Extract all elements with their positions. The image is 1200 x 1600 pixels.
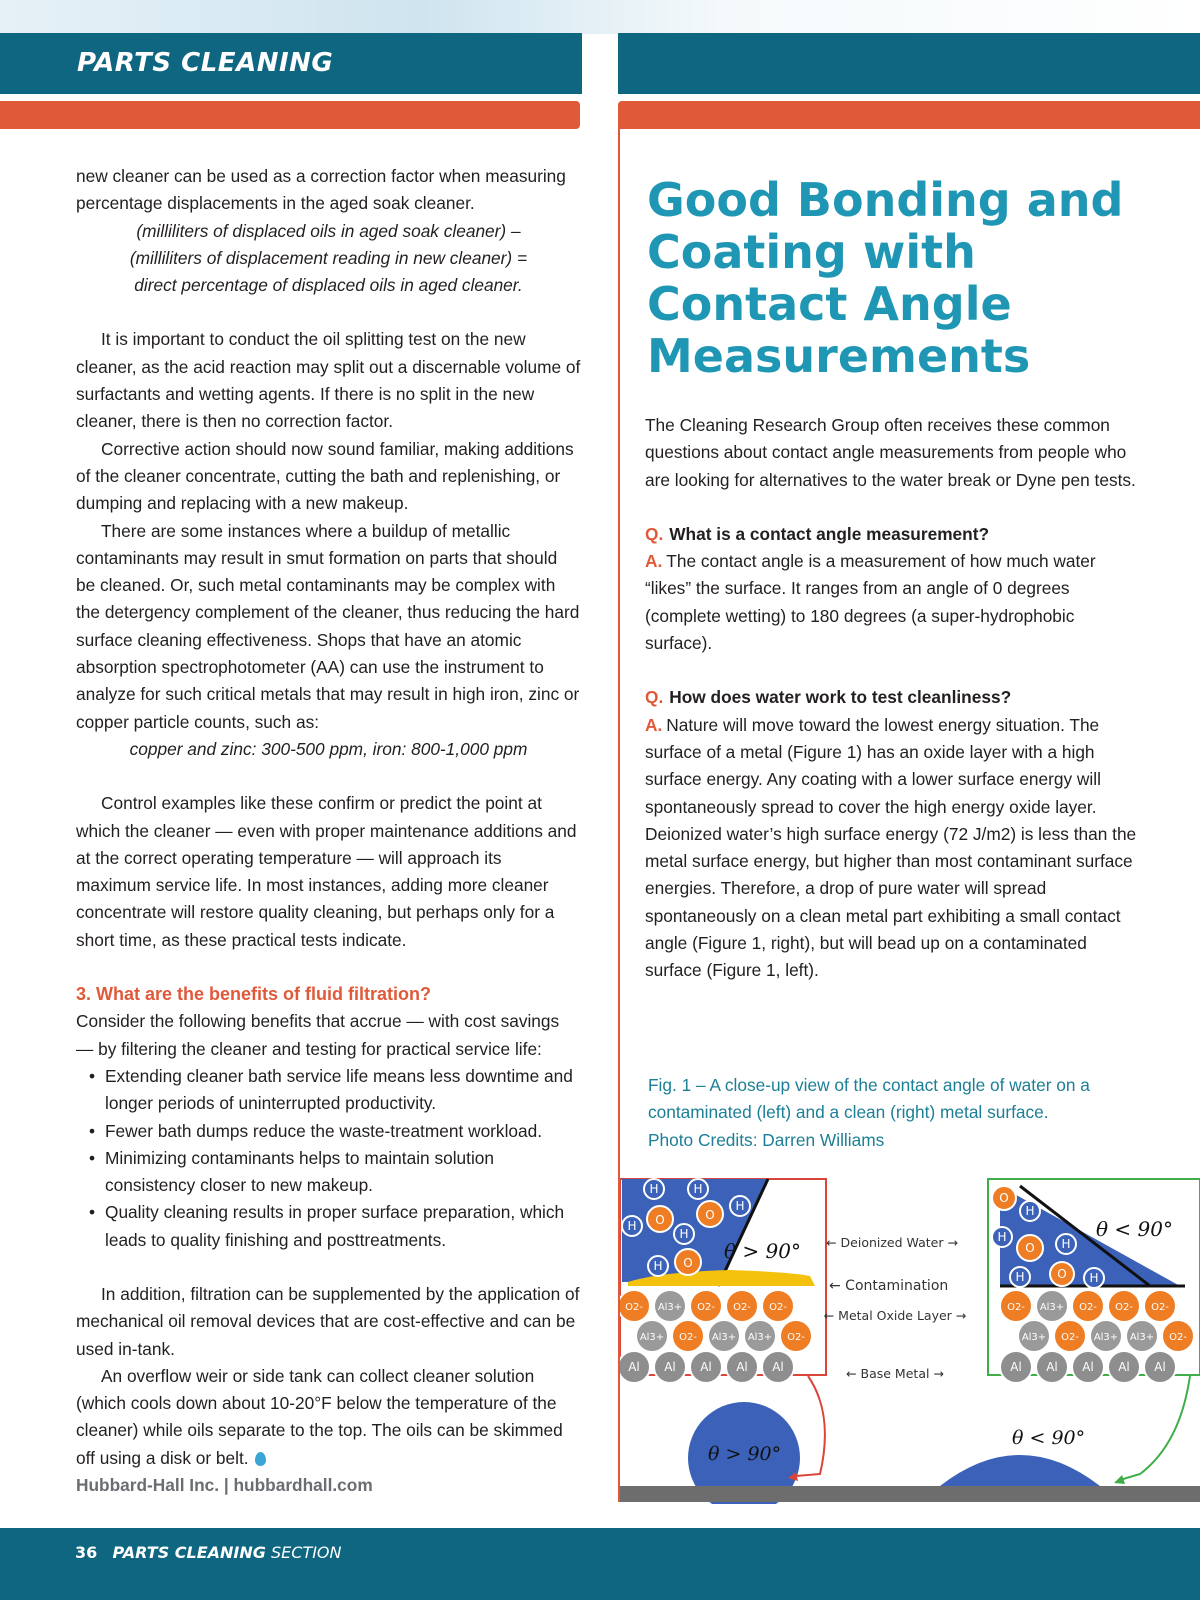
ion-label: O2- (1061, 1332, 1079, 1343)
atom-label: Al (628, 1360, 640, 1374)
spread-droplet (940, 1455, 1100, 1486)
footer-section-rest: SECTION (271, 1543, 342, 1562)
ion-label: O2- (733, 1302, 751, 1313)
contact-angle-figure (620, 1174, 1200, 1504)
angle-label-right: θ < 90° (1096, 1217, 1173, 1241)
ion-label: O2- (625, 1302, 643, 1313)
ion-label: O2- (679, 1332, 697, 1343)
atom-label: H (693, 1182, 703, 1196)
atom-label: Al (1046, 1360, 1058, 1374)
article-headline: Good Bonding and Coating with Contact Angle Measurements (647, 173, 1124, 383)
answer-label: A. (645, 551, 663, 572)
paragraph: Control examples like these confirm or predict the point at which the cleaner — even with proper maintenance additions and at the correct operating temperature — will approach its maximum service life. In most instances, adding more cleaner concentrate will restore quality cleaning, but perhaps only for a short time, as these practical tests indicate. (76, 793, 577, 950)
contaminated-panel (620, 1179, 826, 1383)
caption-line: Fig. 1 – A close-up view of the contact angle of water on a (648, 1075, 1090, 1095)
formula-line: (milliliters of displaced oils in aged soak cleaner) – (136, 220, 521, 241)
atom-label: H (679, 1227, 689, 1241)
ion-label: Al3+ (711, 1332, 737, 1343)
atom-label: O (655, 1213, 665, 1227)
answer (645, 712, 1143, 985)
ion-label: O2- (787, 1332, 805, 1343)
section-title: PARTS CLEANING (77, 48, 334, 78)
question-label: Q. (645, 687, 664, 708)
atom-label: H (1015, 1270, 1025, 1284)
paragraph: Consider the following benefits that accrue — with cost savings — by filtering the cleaner and testing for practical service life: (76, 1011, 560, 1059)
list-item: • Fewer bath dumps reduce the waste-treatment workload. (76, 1118, 581, 1145)
atom-label: Al (1082, 1360, 1094, 1374)
atom-label: H (1025, 1204, 1035, 1218)
figure-caption (648, 1072, 1188, 1154)
section-heading: 3. What are the benefits of fluid filtration? (76, 984, 432, 1005)
ion-label: O2- (1007, 1302, 1025, 1313)
atom-label: Al (1118, 1360, 1130, 1374)
atom-label: Al (1154, 1360, 1166, 1374)
atom-label: H (735, 1199, 745, 1213)
atom-label: O (705, 1208, 715, 1222)
intro-paragraph: The Cleaning Research Group often receives these common questions about contact angle measurements from people who are looking for alternatives to the water break or Dyne pen tests. (645, 415, 1136, 490)
water-drop-icon (255, 1452, 266, 1466)
paragraph: new cleaner can be used as a correction factor when measuring percentage displacements in the aged soak cleaner. (76, 166, 566, 214)
atom-label: Al (736, 1360, 748, 1374)
label-base-metal: ← Base Metal → (846, 1366, 944, 1381)
atom-label: H (627, 1219, 637, 1233)
formula-line: direct percentage of displaced oils in aged cleaner. (134, 275, 523, 296)
formula-line: (milliliters of displacement reading in new cleaner) = (129, 247, 528, 268)
atom-label: H (1061, 1237, 1071, 1251)
page-footer (0, 1528, 1200, 1600)
angle-label-left: θ > 90° (724, 1239, 801, 1263)
question-text: What is a contact angle measurement? (669, 523, 990, 544)
macro-droplets (620, 1376, 1200, 1504)
list-item: • Extending cleaner bath service life means less downtime and longer periods of uninterrupted productivity. (76, 1063, 581, 1118)
atom-label: H (1089, 1271, 1099, 1285)
benefits-list (76, 1063, 581, 1254)
footer-folio (75, 1543, 342, 1562)
angle-label-bottom-left: θ > 90° (708, 1443, 782, 1465)
angle-label-bottom-right: θ < 90° (1012, 1427, 1086, 1449)
question-text: How does water work to test cleanliness? (669, 687, 1012, 708)
atom-label: H (653, 1259, 663, 1273)
atom-label: O (683, 1256, 693, 1270)
right-connector-arrow (1120, 1376, 1190, 1480)
answer (645, 548, 1143, 657)
caption-line: Photo Credits: Darren Williams (648, 1129, 885, 1150)
ion-label: Al3+ (747, 1332, 773, 1343)
ion-label: Al3+ (639, 1332, 665, 1343)
ion-label: O2- (697, 1302, 715, 1313)
answer-text: Nature will move toward the lowest energy situation. The surface of a metal (Figure 1) has an oxide layer with a high surface energy. Any coating with a lower surface energy will spontaneously spread to cover the high energy oxide layer. Deionized water’s high surface energy (72 J/m2) is less than the metal surface energy, but higher than most contaminant surface energies. Therefore, a drop of pure water will spread spontaneously on a clean metal part exhibiting a small contact angle (Figure 1, right), but will bead up on a contaminated surface (Figure 1, left). (645, 714, 1137, 981)
atom-label: H (649, 1182, 659, 1196)
question-label: Q. (645, 523, 664, 544)
ion-label: O2- (1079, 1302, 1097, 1313)
atom-label: H (997, 1230, 1007, 1244)
sidebar-banner (618, 33, 1200, 94)
contact-angle-diagram (620, 1174, 1200, 1504)
paragraph: There are some instances where a buildup of metallic contaminants may result in smut formation on parts that should be cleaned. Or, such metal contaminants may be complex with the detergency complement of the cleaner, thus reducing the hard surface cleaning effectiveness. Shops that have an atomic absorption spectrophotometer (AA) can use the instrument to analyze for such critical metals that may result in high iron, zinc or copper particle counts, such as: (76, 520, 580, 732)
atom-label: O (1025, 1241, 1035, 1255)
paragraph: It is important to conduct the oil splitting test on the new cleaner, as the acid reaction may split out a discernable volume of surfactants and wetting agents. If there is no split in the new cleaner, there is then no correction factor. (76, 329, 581, 432)
left-connector-arrow (796, 1376, 825, 1476)
label-contamination: ← Contamination (829, 1278, 949, 1294)
paragraph-text: An overflow weir or side tank can collect cleaner solution (which cools down about 10-20°F below the temperature of the cleaner) while oils separate to the top. The oils can be skimmed off using a disk or belt. (76, 1365, 563, 1468)
author-credit: Hubbard-Hall Inc. | hubbardhall.com (76, 1475, 373, 1496)
right-arrowhead (1114, 1475, 1125, 1484)
label-deionized-water: ← Deionized Water → (826, 1235, 958, 1250)
top-decorative-splash (0, 0, 1200, 34)
list-item: • Minimizing contaminants helps to maintain solution consistency closer to new makeup. (76, 1145, 581, 1200)
label-metal-oxide: ← Metal Oxide Layer → (823, 1308, 967, 1323)
sidebar-accent-bar (618, 101, 1200, 129)
clean-panel (988, 1179, 1200, 1383)
paragraph (76, 1363, 581, 1472)
atom-label: Al (664, 1360, 676, 1374)
ion-label: O2- (1169, 1332, 1187, 1343)
center-labels (824, 1235, 967, 1381)
list-item: • Quality cleaning results in proper surface preparation, which leads to quality finishing and posttreatments. (76, 1199, 581, 1254)
ion-label: O2- (1115, 1302, 1133, 1313)
left-column (76, 163, 581, 1499)
question (645, 684, 1143, 711)
caption-line: contaminated (left) and a clean (right) metal surface. (648, 1102, 1049, 1123)
atom-label: Al (700, 1360, 712, 1374)
ion-label: Al3+ (1039, 1302, 1065, 1313)
ion-label: O2- (1151, 1302, 1169, 1313)
metals-line: copper and zinc: 300-500 ppm, iron: 800-1,000 ppm (129, 738, 528, 759)
paragraph: In addition, filtration can be supplemented by the application of mechanical oil removal devices that are cost-effective and can be used in-tank. (76, 1283, 580, 1359)
page-number: 36 (75, 1543, 98, 1562)
ion-label: Al3+ (657, 1302, 683, 1313)
question (645, 521, 1143, 548)
right-column (645, 412, 1143, 985)
ion-label: Al3+ (1021, 1332, 1047, 1343)
ion-label: Al3+ (1129, 1332, 1155, 1343)
ion-label: Al3+ (1093, 1332, 1119, 1343)
answer-text: The contact angle is a measurement of how much water “likes” the surface. It ranges from an angle of 0 degrees (complete wetting) to 180 degrees (a super-hydrophobic surface). (645, 551, 1096, 654)
base-surface-line (620, 1486, 1200, 1502)
answer-label: A. (645, 714, 663, 735)
atom-label: O (999, 1191, 1009, 1205)
section-accent-bar (0, 101, 580, 129)
paragraph: Corrective action should now sound familiar, making additions of the cleaner concentrate, cutting the bath and replenishing, or dumping and replacing with a new makeup. (76, 438, 574, 514)
atom-label: O (1057, 1267, 1067, 1281)
ion-label: O2- (769, 1302, 787, 1313)
footer-section-bold: PARTS CLEANING (112, 1543, 266, 1562)
atom-label: Al (772, 1360, 784, 1374)
atom-label: Al (1010, 1360, 1022, 1374)
